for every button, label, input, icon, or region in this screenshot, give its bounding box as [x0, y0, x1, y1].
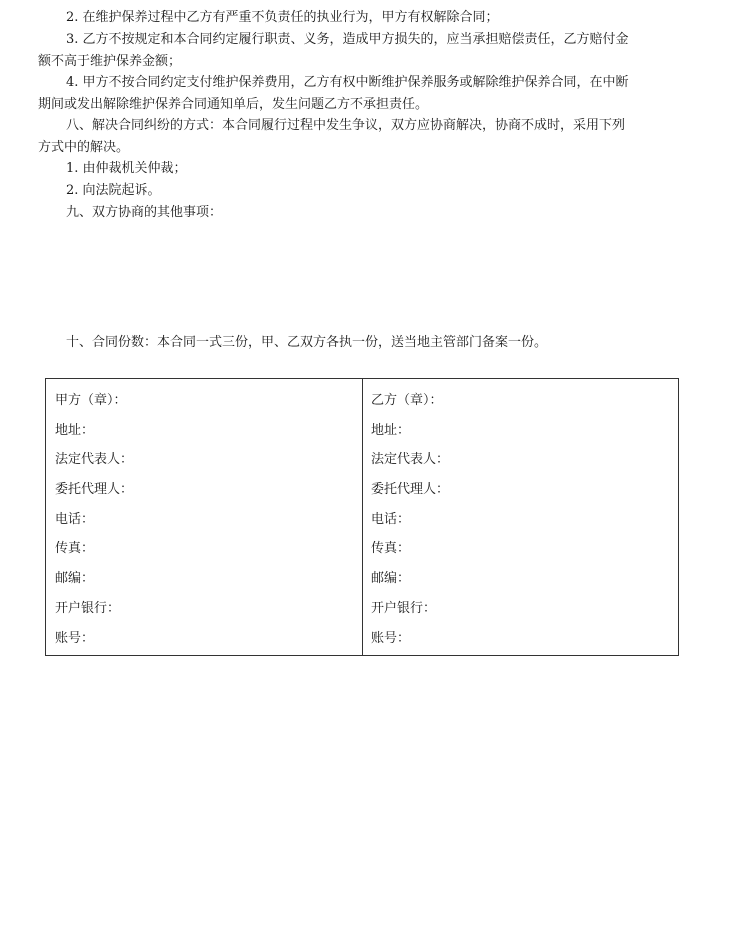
party-a-bank: 开户银行： [55, 600, 121, 616]
party-a-legal-rep: 法定代表人： [55, 452, 134, 468]
clause-8-line1: 八、解决合同纠纷的方式：本合同履行过程中发生争议，双方应协商解决，协商不成时，采用下列 [66, 118, 626, 133]
clause-8-2: 2. 向法院起诉。 [66, 183, 161, 198]
party-a-column [46, 379, 363, 655]
party-b-phone: 电话： [371, 511, 411, 527]
clause-7-3-line1: 3. 乙方不按规定和本合同约定履行职责、义务，造成甲方损失的，应当承担赔偿责任，乙方赔付金 [66, 32, 629, 47]
clause-7-4-line2: 期间或发出解除维护保养合同通知单后，发生问题乙方不承担责任。 [38, 97, 429, 112]
party-a-account: 账号： [55, 630, 95, 646]
party-b-legal-rep: 法定代表人： [371, 452, 450, 468]
party-a-postcode: 邮编： [55, 571, 95, 587]
clause-7-4 [38, 72, 690, 116]
party-b-account: 账号： [371, 630, 411, 646]
party-a-agent: 委托代理人： [55, 482, 134, 498]
party-a-phone: 电话： [55, 511, 95, 527]
clause-7-3-line2: 额不高于维护保养金额； [38, 54, 182, 69]
party-a-title: 甲方（章）： [55, 393, 127, 408]
clause-7-4-line1: 4. 甲方不按合同约定支付维护保养费用，乙方有权中断维护保养服务或解除维护保养合同，在中断 [66, 75, 629, 90]
party-b-agent: 委托代理人： [371, 482, 450, 498]
clause-7-2: 2. 在维护保养过程中乙方有严重不负责任的执业行为，甲方有权解除合同； [66, 10, 499, 25]
party-a-fax: 传真： [55, 541, 95, 557]
party-b-postcode: 邮编： [371, 571, 411, 587]
party-a-address: 地址： [55, 422, 95, 438]
party-b-title: 乙方（章）： [371, 393, 443, 408]
clause-8-line2: 方式中的解决。 [38, 140, 130, 155]
signature-table [45, 378, 679, 656]
clause-8 [38, 115, 690, 159]
party-b-address: 地址： [371, 422, 411, 438]
party-b-fax: 传真： [371, 541, 411, 557]
party-b-bank: 开户银行： [371, 600, 437, 616]
clause-10: 十、合同份数：本合同一式三份，甲、乙双方各执一份，送当地主管部门备案一份。 [66, 335, 548, 350]
party-b-column [363, 379, 678, 655]
clause-8-1: 1. 由仲裁机关仲裁； [66, 161, 187, 176]
clause-7-3 [38, 29, 690, 73]
clause-9: 九、双方协商的其他事项： [66, 205, 223, 220]
